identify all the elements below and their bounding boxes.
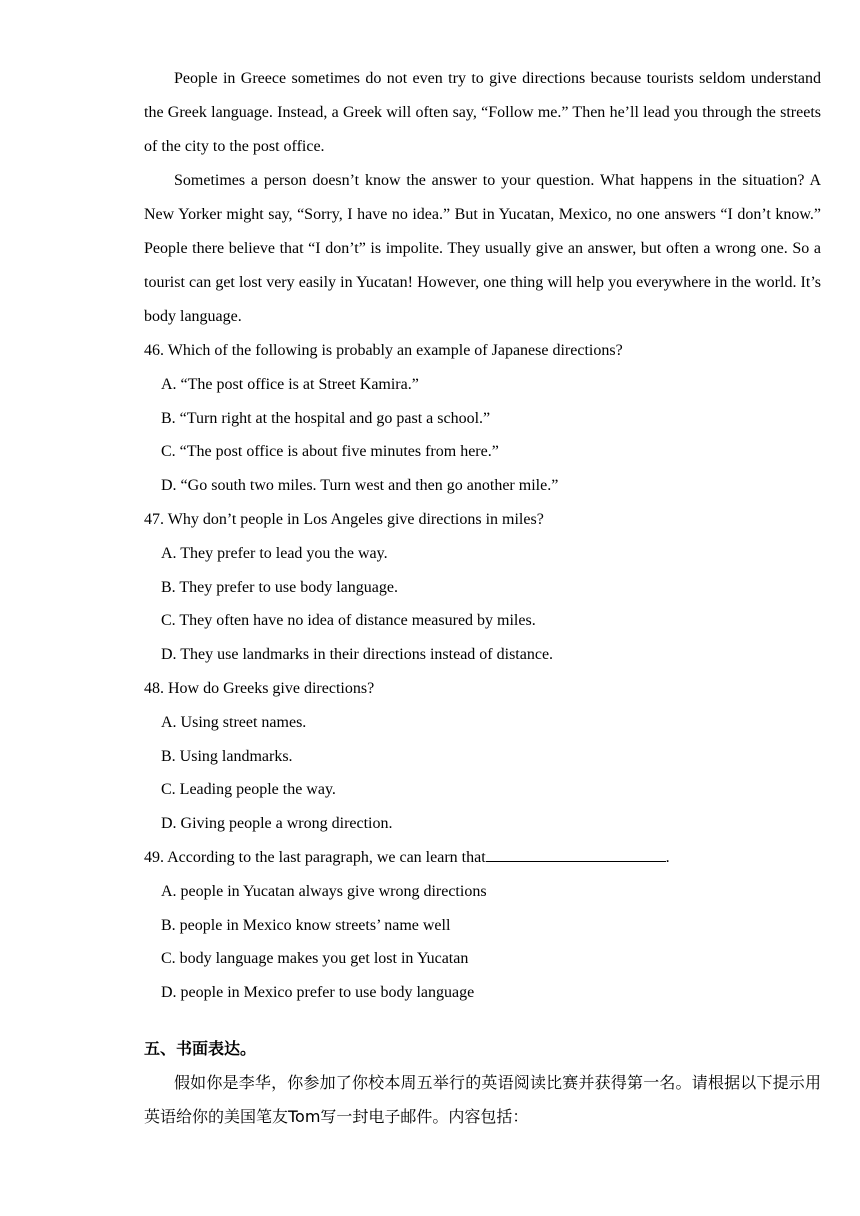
question-49 xyxy=(144,841,821,1010)
passage-paragraph-greece: People in Greece sometimes do not even try to give directions because tourists seldom understand the Greek language. Instead, a Greek will often say, “Follow me.” Then he’ll lead you through the streets of the city to the post office. xyxy=(144,70,821,155)
option-c: C. body language makes you get lost in Yucatan xyxy=(161,950,469,968)
document-page xyxy=(144,62,821,1134)
option-b: B. They prefer to use body language. xyxy=(161,578,398,596)
option-d: D. people in Mexico prefer to use body language xyxy=(161,984,475,1002)
writing-section-title: 五、书面表达。 xyxy=(144,1038,257,1058)
question-46 xyxy=(144,334,821,503)
writing-prompt: 假如你是李华，你参加了你校本周五举行的英语阅读比赛并获得第一名。请根据以下提示用英语给你的美国笔友Tom写一封电子邮件。内容包括： xyxy=(144,1072,821,1126)
question-stem: 48. How do Greeks give directions? xyxy=(144,679,375,697)
answer-blank xyxy=(486,846,666,862)
option-a: A. They prefer to lead you the way. xyxy=(161,544,388,562)
option-d: D. “Go south two miles. Turn west and then go another mile.” xyxy=(161,477,559,495)
option-a: A. “The post office is at Street Kamira.” xyxy=(161,375,419,393)
option-b: B. people in Mexico know streets’ name well xyxy=(161,916,451,934)
question-stem: 47. Why don’t people in Los Angeles give directions in miles? xyxy=(144,510,544,528)
question-stem: 49. According to the last paragraph, we can learn that xyxy=(144,848,486,866)
option-c: C. They often have no idea of distance measured by miles. xyxy=(161,612,536,630)
question-stem-end: . xyxy=(665,848,670,866)
question-stem-with-blank xyxy=(144,841,821,875)
option-c: C. Leading people the way. xyxy=(161,781,336,799)
option-b: B. Using landmarks. xyxy=(161,747,293,765)
passage-paragraph-yucatan: Sometimes a person doesn’t know the answer to your question. What happens in the situation? A New Yorker might say, “Sorry, I have no idea.” But in Yucatan, Mexico, no one answers “I don’t know.” People there believe that “I don’t” is impolite. They usually give an answer, but often a wrong one. So a tourist can get lost very easily in Yucatan! However, one thing will help you everywhere in the world. It’s body language. xyxy=(144,172,821,325)
question-48 xyxy=(144,672,821,841)
option-a: A. Using street names. xyxy=(161,713,307,731)
option-b: B. “Turn right at the hospital and go past a school.” xyxy=(161,409,491,427)
option-a: A. people in Yucatan always give wrong directions xyxy=(161,882,487,900)
question-47 xyxy=(144,503,821,672)
question-stem: 46. Which of the following is probably an example of Japanese directions? xyxy=(144,342,623,359)
option-d: D. Giving people a wrong direction. xyxy=(161,815,393,833)
option-c: C. “The post office is about five minutes from here.” xyxy=(161,443,499,461)
option-d: D. They use landmarks in their directions instead of distance. xyxy=(161,646,554,664)
